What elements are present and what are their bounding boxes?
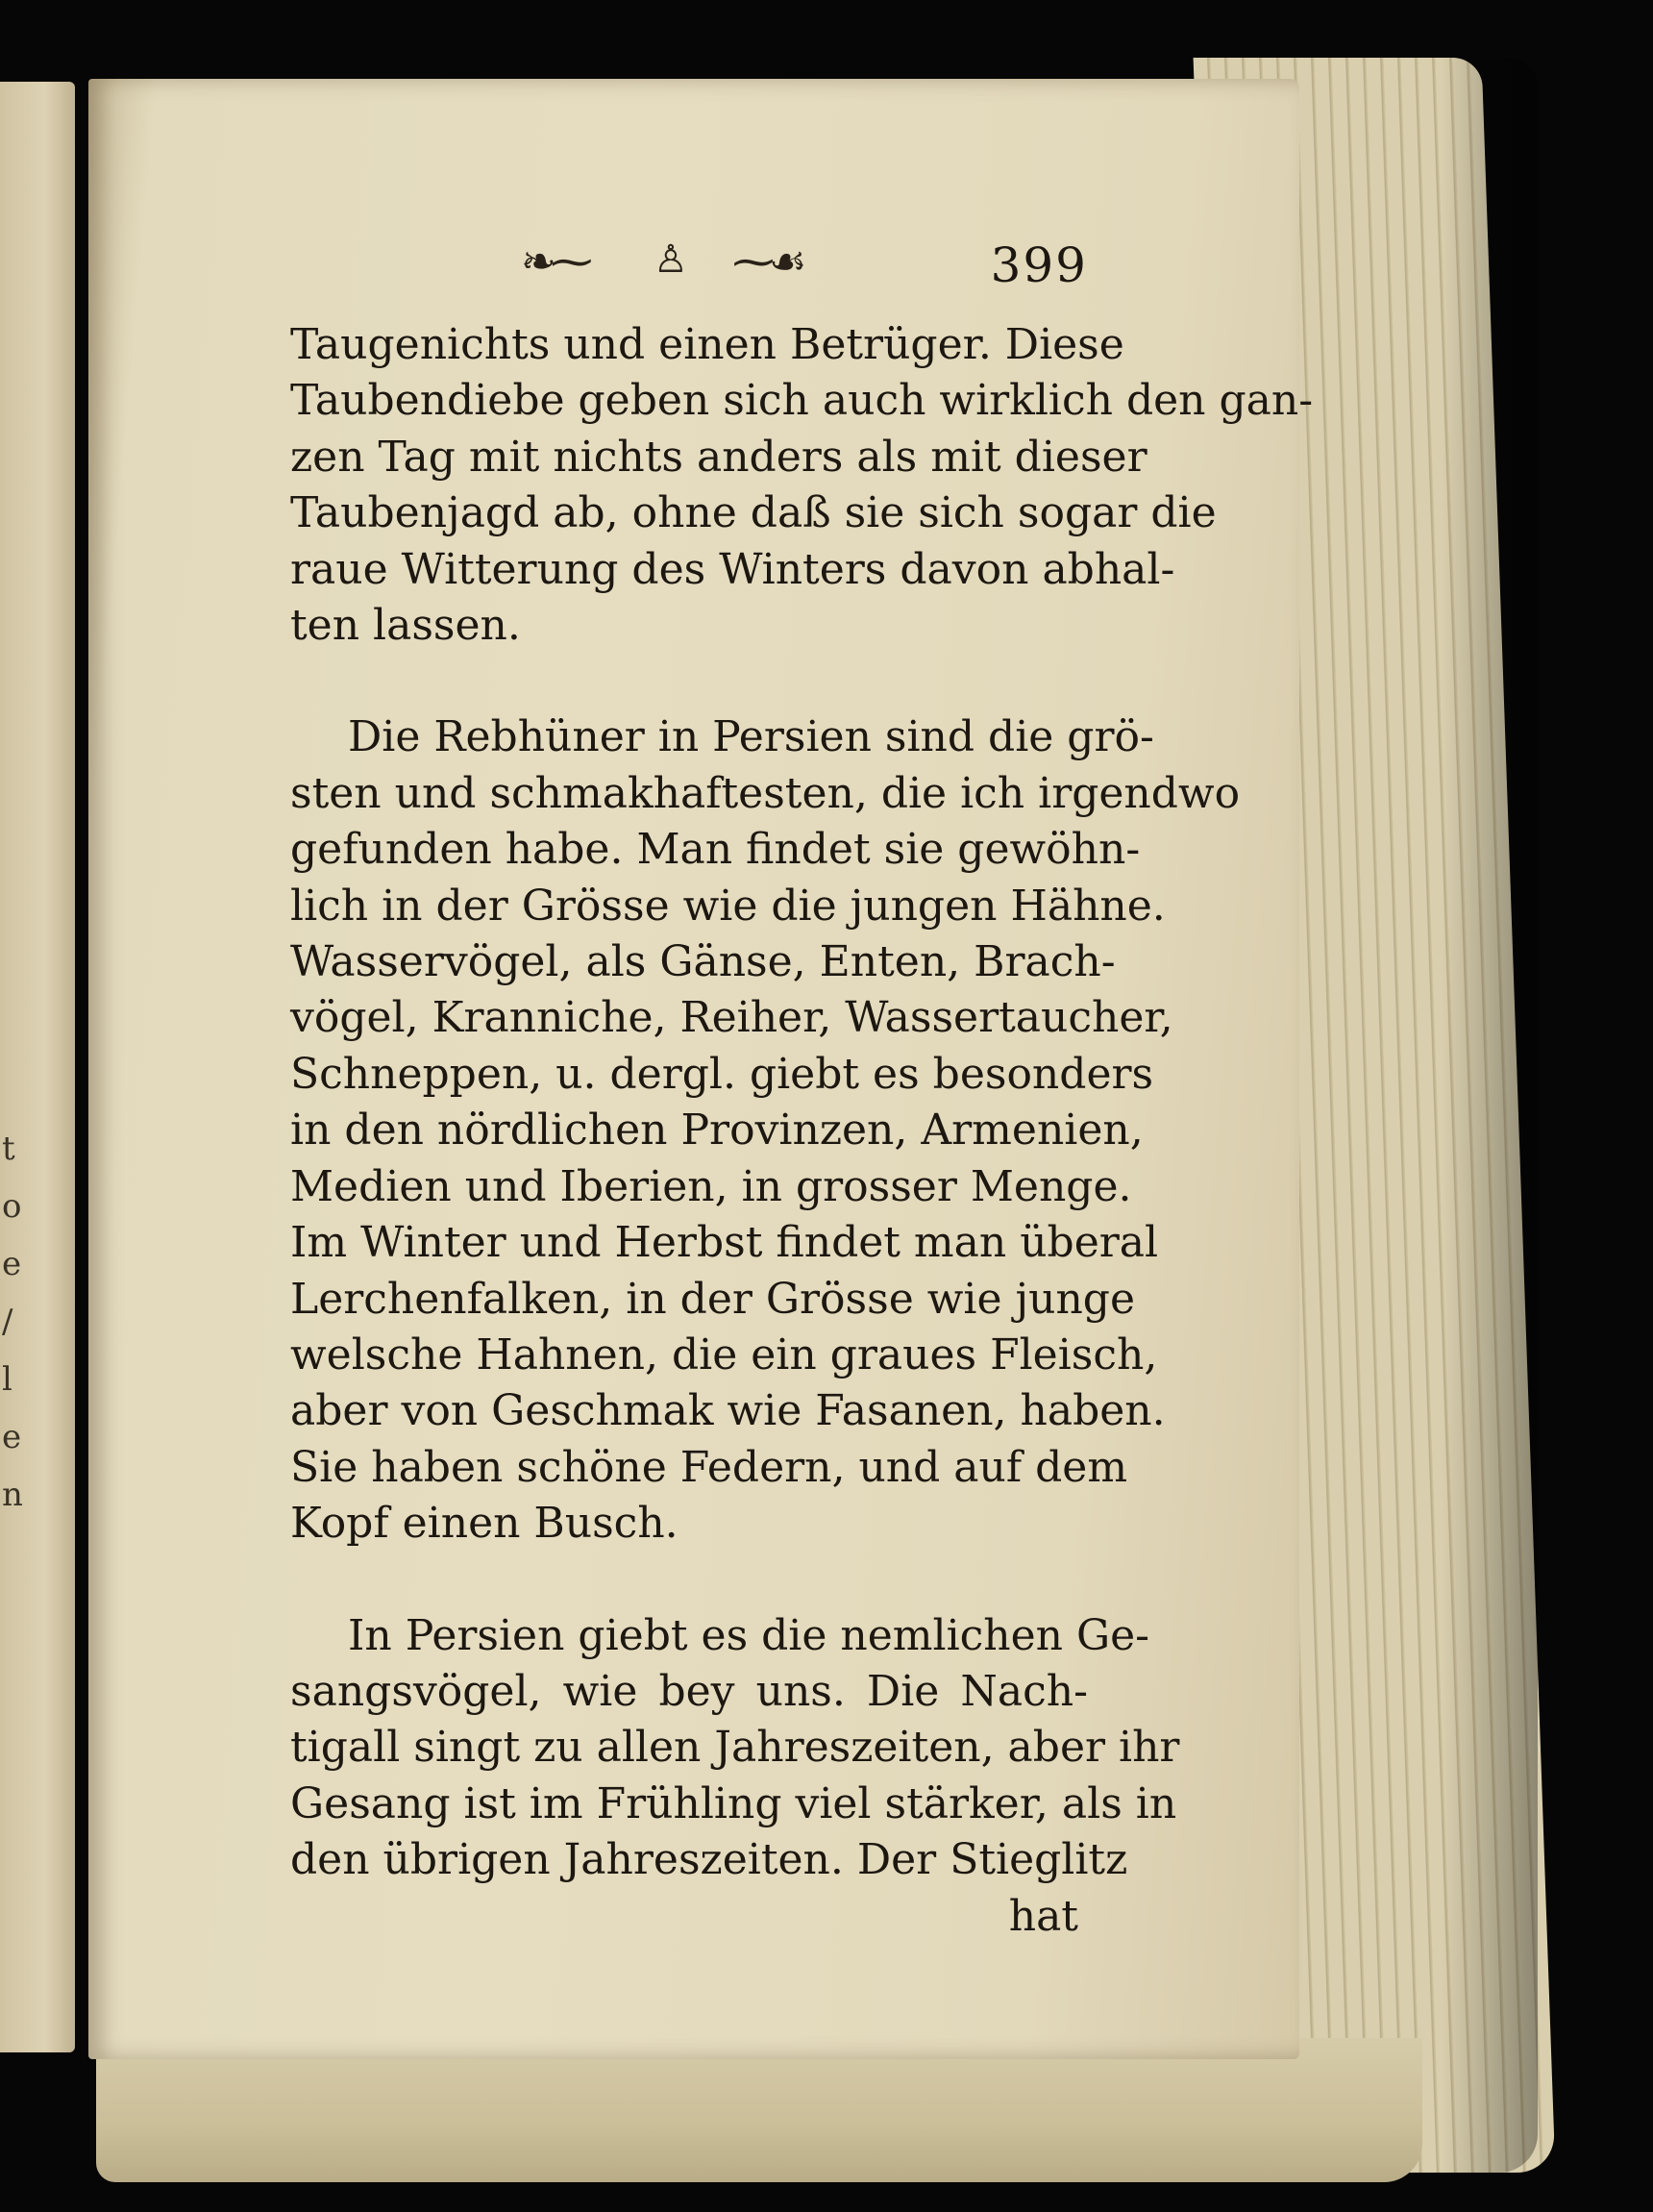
page-number: 399 — [990, 237, 1088, 293]
body-text — [290, 317, 1314, 1945]
facing-letter: n — [2, 1476, 23, 1514]
paragraph-2 — [290, 709, 1241, 1552]
page-edge-shadow — [1442, 58, 1538, 2173]
text-line: den übrigen Jahreszeiten. Der Stieglitz — [290, 1835, 1128, 1885]
text-line: Wasservögel, als Gänse, Enten, Brach- — [290, 937, 1116, 987]
text-line: zen Tag mit nichts anders als mit dieser — [290, 432, 1147, 482]
text-line: sten und schmakhaftesten, die ich irgendwo — [290, 768, 1241, 818]
bottom-page-edge — [96, 2038, 1422, 2182]
text-line: Schneppen, u. dergl. giebt es besonders — [290, 1049, 1154, 1099]
text-line: raue Witterung des Winters davon abhal- — [290, 544, 1175, 594]
printer-ornament-icon: ♙ — [654, 237, 682, 282]
text-line: Gesang ist im Frühling viel stärker, als in — [290, 1778, 1177, 1828]
text-line: Taubenjagd ab, ohne daß sie sich sogar die — [290, 488, 1217, 538]
text-line: vögel, Kranniche, Reiher, Wassertaucher, — [290, 993, 1173, 1043]
text-line: Die Rebhüner in Persien sind die grö- — [348, 712, 1154, 762]
text-line: Taubendiebe geben sich auch wirklich den gan- — [290, 376, 1314, 426]
facing-letter: e — [2, 1245, 22, 1283]
facing-letter: o — [2, 1187, 22, 1226]
text-line: in den nördlichen Provinzen, Armenien, — [290, 1106, 1144, 1156]
book-page — [88, 79, 1314, 2059]
text-line: tigall singt zu allen Jahreszeiten, aber ihr — [290, 1723, 1180, 1773]
running-head — [290, 237, 1088, 295]
text-line: aber von Geschmak wie Fasanen, haben. — [290, 1386, 1166, 1436]
text-line: Taugenichts und einen Betrüger. Diese — [290, 320, 1124, 369]
fleuron-left-icon: ❧⁓ — [521, 237, 587, 286]
paragraph-spacer — [290, 654, 1088, 709]
text-line: ten lassen. — [290, 601, 521, 651]
facing-page-fragment — [0, 82, 75, 2052]
text-line: welsche Hahnen, die ein graues Fleisch, — [290, 1330, 1158, 1379]
text-line: Im Winter und Herbst findet man überal — [290, 1218, 1159, 1268]
text-line: sangsvögel, wie bey uns. Die Nach- — [290, 1666, 1088, 1716]
text-line: Sie haben schöne Federn, und auf dem — [290, 1442, 1128, 1492]
paragraph-3 — [290, 1608, 1180, 1889]
text-line: lich in der Grösse wie die jungen Hähne. — [290, 881, 1166, 931]
text-line: In Persien giebt es die nemlichen Ge- — [348, 1610, 1150, 1660]
text-line: gefunden habe. Man findet sie gewöhn- — [290, 825, 1141, 875]
facing-letter: / — [2, 1303, 13, 1341]
facing-letter: t — [2, 1130, 15, 1168]
text-line: Lerchenfalken, in der Grösse wie junge — [290, 1274, 1136, 1324]
facing-letter: e — [2, 1418, 22, 1456]
facing-page-letters — [2, 1120, 31, 1524]
fleuron-right-icon: ⁓☙ — [732, 237, 802, 286]
text-line: Medien und Iberien, in grosser Menge. — [290, 1161, 1132, 1211]
paragraph-spacer — [290, 1553, 1088, 1608]
facing-letter: l — [2, 1360, 12, 1399]
paragraph-1 — [290, 317, 1314, 654]
catchword: hat — [1008, 1891, 1078, 1941]
text-line: Kopf einen Busch. — [290, 1499, 678, 1549]
